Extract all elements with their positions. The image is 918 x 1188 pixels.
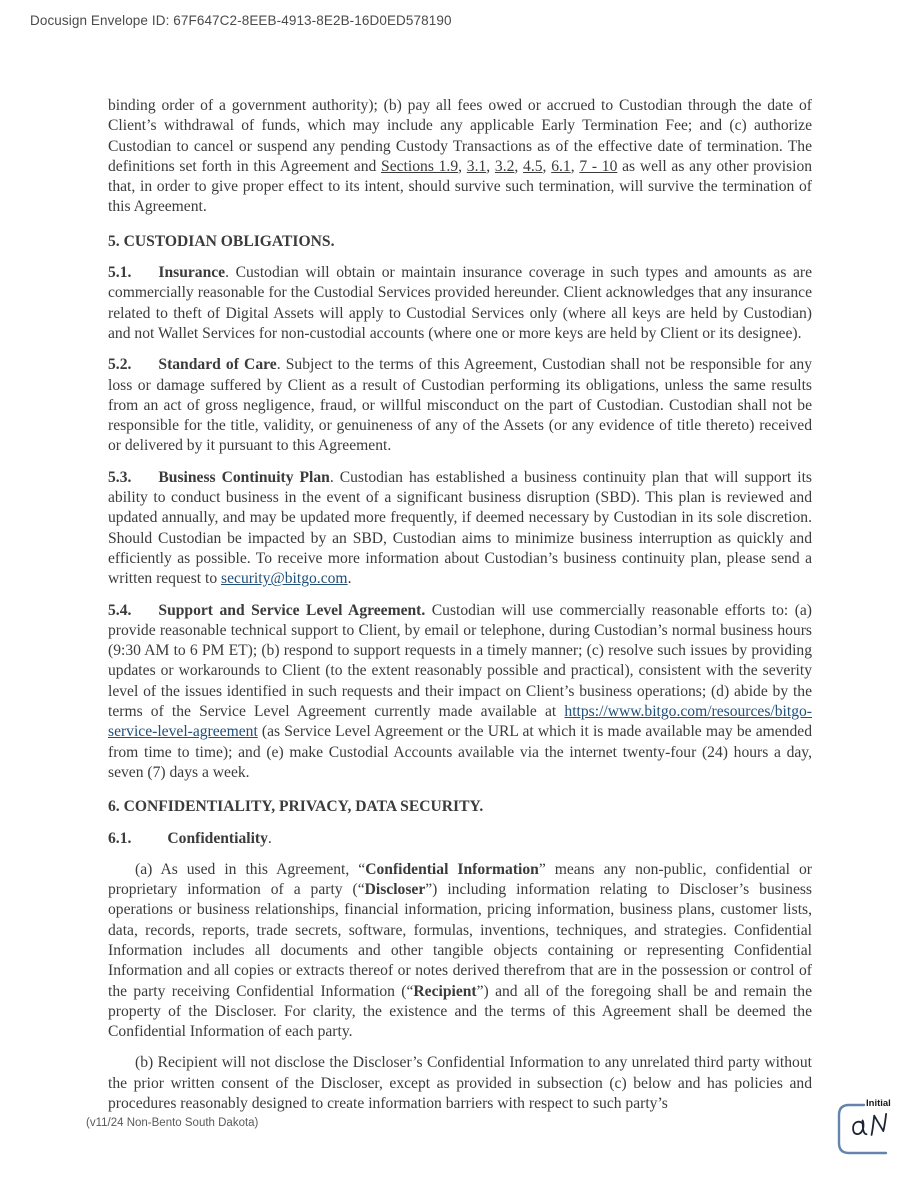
text-run: (a) As used in this Agreement, “ bbox=[135, 860, 366, 878]
text-run: Business Continuity Plan bbox=[158, 468, 330, 486]
text-run: 6. CONFIDENTIALITY, PRIVACY, DATA SECURITY bbox=[108, 798, 480, 816]
text-run: Recipient bbox=[413, 982, 477, 1000]
text-run: 7 - 10 bbox=[579, 157, 618, 175]
text-run: , bbox=[486, 157, 495, 175]
text-run: . Custodian has established a business continuity plan that will support its ability to conduct business in the event of a significant business disruption (SBD). This plan is reviewed and updated annually, and may be updated more frequently, if deemed necessary by Custodian in its sole discretion. Should Custodian be impacted by an SBD, Custodian aims to minimize business interruption as quickly and efficiently as possible. To receive more information about Custodian’s business continuity plan, please send a written request to bbox=[108, 468, 812, 588]
section-6-heading bbox=[108, 797, 812, 817]
clause-6-1-b bbox=[108, 1053, 812, 1114]
text-run: Insurance bbox=[158, 264, 226, 282]
footer-version-label: (v11/24 Non-Bento South Dakota) bbox=[86, 1117, 259, 1129]
text-run: 5.3. bbox=[108, 468, 132, 486]
text-run: . Custodian will obtain or maintain insurance coverage in such types and amounts as are commercially reasonable for the Custodial Services provided hereunder. Client acknowledges that any insurance related to theft of Digital Assets will apply to Custodial Services only (where all keys are held by Custodian) and not Wallet Services for non-custodial accounts (where one or more keys are held by Client or its designee). bbox=[108, 264, 812, 342]
text-run: (b) Recipient will not disclose the Discloser’s Confidential Information to any unrelated third party without the prior written consent of the Discloser, except as provided in subsection (c) below and has policies and procedures reasonably designed to create information barriers with respect to such party’s bbox=[108, 1054, 812, 1113]
text-run: ” means any non-public, confidential or proprietary information of a party (“ bbox=[108, 860, 812, 899]
clause-5-2-standard-of-care bbox=[108, 355, 812, 456]
text-run: binding order of a government authority); (b) pay all fees owed or accrued to Custodian through the date of Client’s withdrawal of funds, which may include any applicable Early Termination Fee; and (c) authorize Custodian to cancel or suspend any pending Custody Transactions as of the effective date of termination. The definitions set forth in this Agreement and bbox=[108, 97, 812, 175]
text-run: 3.2 bbox=[494, 157, 515, 175]
document-body bbox=[108, 96, 812, 1125]
text-run: 6.1. bbox=[108, 829, 132, 847]
text-run: . bbox=[479, 798, 484, 816]
text-run: Discloser bbox=[364, 881, 426, 899]
text-run: ”) and all of the foregoing shall be and remain the property of the Discloser. For clarity, the existence and the terms of this Agreement shall be deemed the Confidential Information of each party. bbox=[108, 982, 812, 1041]
text-run: Sections 1.9 bbox=[381, 157, 459, 175]
text-run: Confidentiality bbox=[167, 829, 268, 847]
text-run: as well as any other provision that, in order to give proper effect to its intent, should survive such termination, will survive the termination of this Agreement. bbox=[108, 157, 813, 216]
initial-tab-label: Initial bbox=[866, 1098, 891, 1109]
docusign-envelope-id: Docusign Envelope ID: 67F647C2-8EEB-4913-8E2B-16D0ED578190 bbox=[30, 13, 452, 28]
text-run: , bbox=[458, 157, 467, 175]
text-run: 4.5 bbox=[523, 157, 543, 175]
text-run: . bbox=[347, 570, 352, 588]
clause-5-3-business-continuity-plan bbox=[108, 468, 812, 590]
text-run: , bbox=[542, 157, 552, 175]
text-run: Standard of Care bbox=[158, 356, 277, 374]
clause-6-1-confidentiality bbox=[108, 829, 812, 849]
docusign-initial-tab[interactable] bbox=[836, 1098, 906, 1160]
handwritten-initials bbox=[847, 1109, 893, 1146]
text-run: 6.1 bbox=[551, 157, 571, 175]
hyperlink[interactable]: https://www.bitgo.com/resources/bitgo-service-level-agreement bbox=[108, 703, 812, 741]
clause-5-1-insurance bbox=[108, 263, 812, 344]
text-run: Confidential Information bbox=[365, 860, 539, 878]
text-run: (as Service Level Agreement or the URL at which it is made available may be amended from time to time); and (e) make Custodial Accounts available via the internet twenty-four (24) hours a day, seven (7) days a week. bbox=[108, 723, 812, 781]
clause-5-4-support-sla bbox=[108, 601, 812, 784]
clause-6-1-a bbox=[108, 860, 812, 1043]
text-run: , bbox=[570, 157, 580, 175]
text-run: . bbox=[267, 829, 272, 847]
hyperlink[interactable]: security@bitgo.com bbox=[221, 570, 348, 588]
text-run: 3.1 bbox=[466, 157, 487, 175]
text-run: ”) including information relating to Discloser’s business operations or business relationships, financial information, pricing information, business plans, customer lists, data, records, reports, trade secrets, software, formulas, inventions, techniques, and strategies. Confidential Information includes all documents and other tangible objects containing or representing Confidential Information and all copies or extracts thereof or notes derived therefrom that are in the possession or control of the party receiving Confidential Information (“ bbox=[108, 881, 812, 1000]
text-run: Support and Service Level Agreement. bbox=[158, 601, 426, 619]
text-run: 5.1. bbox=[108, 264, 132, 282]
text-run: 5. CUSTODIAN OBLIGATIONS bbox=[108, 232, 331, 250]
text-run: 5.2. bbox=[108, 356, 132, 374]
section-5-heading bbox=[108, 232, 812, 252]
text-run: Custodian will use commercially reasonable efforts to: (a) provide reasonable technical support to Client, by email or telephone, during Custodian’s normal business hours (9:30 AM to 6 PM ET); (b) respond to support requests in a timely manner; (c) resolve such issues by providing updates or workarounds to Client (to the extent reasonably possible and practical), consistent with the severity level of the issues identified in such requests and their impact on Client’s business operations; (d) abide by the terms of the Service Level Agreement currently made available at bbox=[108, 601, 812, 721]
continuation-paragraph bbox=[108, 96, 812, 218]
text-run: . Subject to the terms of this Agreement, Custodian shall not be responsible for any loss or damage suffered by Client as a result of Custodian performing its obligations, unless the same results from an act of gross negligence, fraud, or willful misconduct on the part of Custodian. Custodian shall not be responsible for the title, validity, or genuineness of any of the Assets (or any evidence of title thereto) received or delivered by it pursuant to this Agreement. bbox=[108, 356, 813, 455]
text-run: 5.4. bbox=[108, 601, 132, 619]
text-run: . bbox=[330, 232, 335, 250]
text-run: , bbox=[514, 157, 524, 175]
